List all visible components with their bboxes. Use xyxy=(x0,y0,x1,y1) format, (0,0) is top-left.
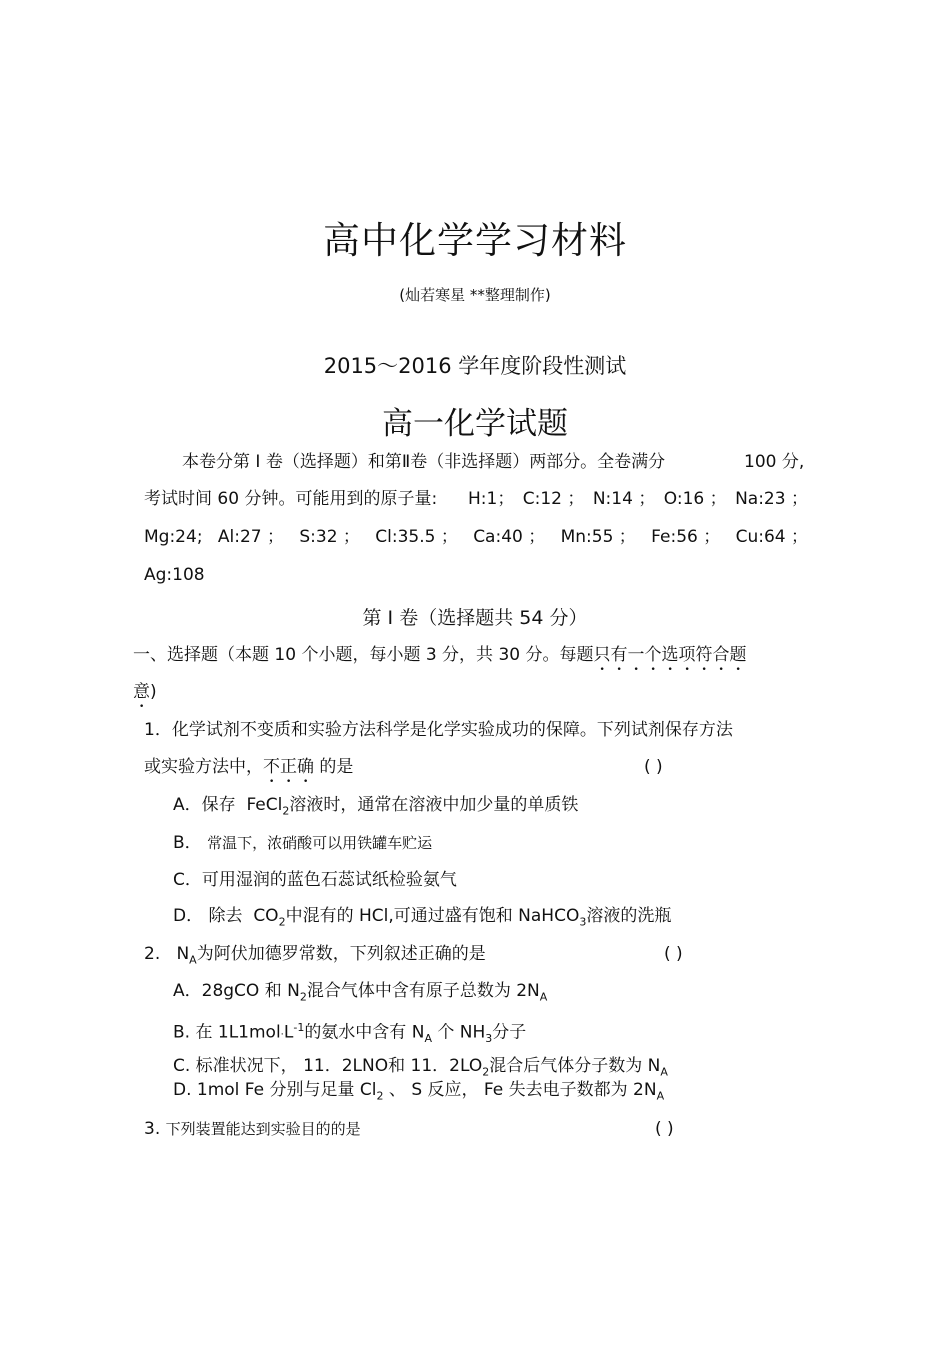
section-1-instruction-cont xyxy=(133,681,157,712)
q2-stem-text: 为阿伏加德罗常数，下列叙述正确的是 xyxy=(196,944,486,964)
mass-mn: Mn:55 ； xyxy=(560,527,636,547)
section-1-instruction xyxy=(133,644,747,675)
instruction-text: 一、选择题（本题 10 个小题，每小题 3 分，共 30 分。每题 xyxy=(133,645,594,665)
atomic-masses-row-1 xyxy=(468,488,808,510)
intro-line-1-text: 本卷分第 I 卷（选择题）和第Ⅱ卷（非选择题）两部分。全卷满分 xyxy=(182,452,666,472)
q2-option-a-subscript: 2 xyxy=(299,990,307,1004)
q1-option-a-formula: FeCl xyxy=(246,795,283,815)
q1-option-d-text: 中混有的 HCl,可通过盛有饱和 NaHCO xyxy=(285,906,580,926)
q1-option-c: C．可用湿润的蓝色石蕊试纸检验氨气 xyxy=(173,870,457,890)
q2-option-b-rest: 的氨水中含有 N xyxy=(304,1022,425,1043)
q1-option-d-end: 溶液的洗瓶 xyxy=(586,906,672,926)
q2-answer-bracket: ( ) xyxy=(664,944,683,964)
instruction-emphasis: 只有一个选项符合题 xyxy=(593,645,747,665)
q1-option-a xyxy=(173,794,578,822)
q1-option-a-label: A．保存 xyxy=(173,795,236,815)
q3-stem-text: 下列装置能达到实验目的的是 xyxy=(165,1120,361,1138)
q2-number: 2. xyxy=(144,944,161,964)
q2-na-symbol: N xyxy=(176,944,190,964)
intro-line-2 xyxy=(144,488,437,510)
q3-stem xyxy=(144,1118,361,1140)
full-score: 100 分, xyxy=(744,452,805,472)
q1-stem-end: 的是 xyxy=(314,757,354,777)
q1-option-a-subscript: 2 xyxy=(282,804,290,818)
q1-stem-text: 或实验方法中， xyxy=(144,757,263,777)
q1-stem-emphasis: 不正确 xyxy=(263,757,314,777)
q2-na-subscript: A xyxy=(189,953,197,967)
q2-option-b-rest-2: 个 NH xyxy=(431,1022,486,1043)
q2-option-a-text: A．28gCO 和 N xyxy=(173,981,300,1001)
instruction-close-paren: ) xyxy=(150,682,157,702)
q1-stem-line-2 xyxy=(144,756,353,787)
mass-c: C:12 ； xyxy=(522,489,585,509)
q2-option-c-subscript-2: A xyxy=(660,1065,668,1079)
mass-h: H:1； xyxy=(468,489,515,509)
q2-option-b-l: L xyxy=(283,1022,294,1043)
q2-option-c-text: C. 标准状况下， 11．2LNO和 11．2LO xyxy=(173,1056,483,1076)
q2-option-c-rest: 混合后气体分子数为 N xyxy=(489,1056,661,1076)
q2-option-b-subscript-2: 3 xyxy=(485,1032,493,1046)
q1-option-d-formula: CO xyxy=(253,906,279,926)
instruction-emphasis-end: 意 xyxy=(133,682,150,702)
mass-fe: Fe:56 ； xyxy=(651,527,721,547)
q3-number: 3. xyxy=(144,1119,161,1139)
mass-na: Na:23 ； xyxy=(735,489,808,509)
q2-option-b-subscript: A xyxy=(424,1032,432,1046)
q2-option-b-end: 分子 xyxy=(492,1022,527,1043)
atomic-mass-ag: Ag:108 xyxy=(144,565,205,585)
school-year-line: 2015～2016 学年度阶段性测试 xyxy=(323,354,627,378)
q1-option-d xyxy=(173,905,671,933)
mass-s: S:32 ； xyxy=(299,527,360,547)
q1-option-b xyxy=(173,832,432,854)
q2-option-a-rest: 混合气体中含有原子总数为 2N xyxy=(306,981,540,1001)
q2-option-b-dot: · xyxy=(280,1029,284,1041)
q2-option-d-text: D. 1mol Fe 分别与足量 Cl xyxy=(173,1080,377,1100)
mass-o: O:16 ； xyxy=(663,489,727,509)
mass-mg: Mg:24; xyxy=(144,527,203,547)
atomic-masses-row-2 xyxy=(144,526,808,548)
mass-al: Al:27 ； xyxy=(217,527,285,547)
mass-ca: Ca:40 ； xyxy=(473,527,546,547)
q2-stem xyxy=(144,943,486,971)
q2-option-d xyxy=(173,1079,664,1107)
q1-option-d-subscript: 2 xyxy=(278,915,286,929)
q2-option-a xyxy=(173,980,547,1008)
q2-option-b xyxy=(173,1017,526,1050)
intro-line-2-text: 考试时间 60 分钟。可能用到的原子量: xyxy=(144,489,438,509)
q1-option-d-label: D． 除去 xyxy=(173,906,243,926)
mass-n: N:14 ； xyxy=(592,489,656,509)
q2-option-d-rest: 、 S 反应， Fe 失去电子数都为 2N xyxy=(383,1080,657,1100)
q2-option-c-subscript: 2 xyxy=(482,1065,490,1079)
section-1-title: 第 I 卷（选择题共 54 分） xyxy=(362,607,588,629)
mass-cu: Cu:64 ； xyxy=(735,527,808,547)
q2-option-d-subscript: 2 xyxy=(376,1089,384,1103)
q2-option-b-text: B. 在 1L1mol xyxy=(173,1022,281,1043)
q1-option-d-subscript-2: 3 xyxy=(579,915,587,929)
q2-option-d-subscript-2: A xyxy=(656,1089,665,1103)
q1-option-b-label: B． xyxy=(173,833,202,853)
q2-option-a-subscript-2: A xyxy=(539,990,548,1004)
q2-option-b-superscript: -1 xyxy=(293,1021,305,1034)
document-title: 高中化学学习材料 xyxy=(323,219,627,262)
q1-option-a-text: 溶液时，通常在溶液中加少量的单质铁 xyxy=(289,795,579,815)
credit-line: (灿若寒星 **整理制作) xyxy=(399,286,551,304)
exam-title: 高一化学试题 xyxy=(382,406,568,442)
intro-line-1 xyxy=(182,451,665,473)
q1-stem-line-1: 1．化学试剂不变质和实验方法科学是化学实验成功的保障。下列试剂保存方法 xyxy=(144,720,733,740)
q1-option-b-text: 常温下，浓硝酸可以用铁罐车贮运 xyxy=(207,834,433,852)
q1-answer-bracket: ( ) xyxy=(644,757,663,777)
mass-cl: Cl:35.5 ； xyxy=(375,527,458,547)
q3-answer-bracket: ( ) xyxy=(655,1119,674,1139)
